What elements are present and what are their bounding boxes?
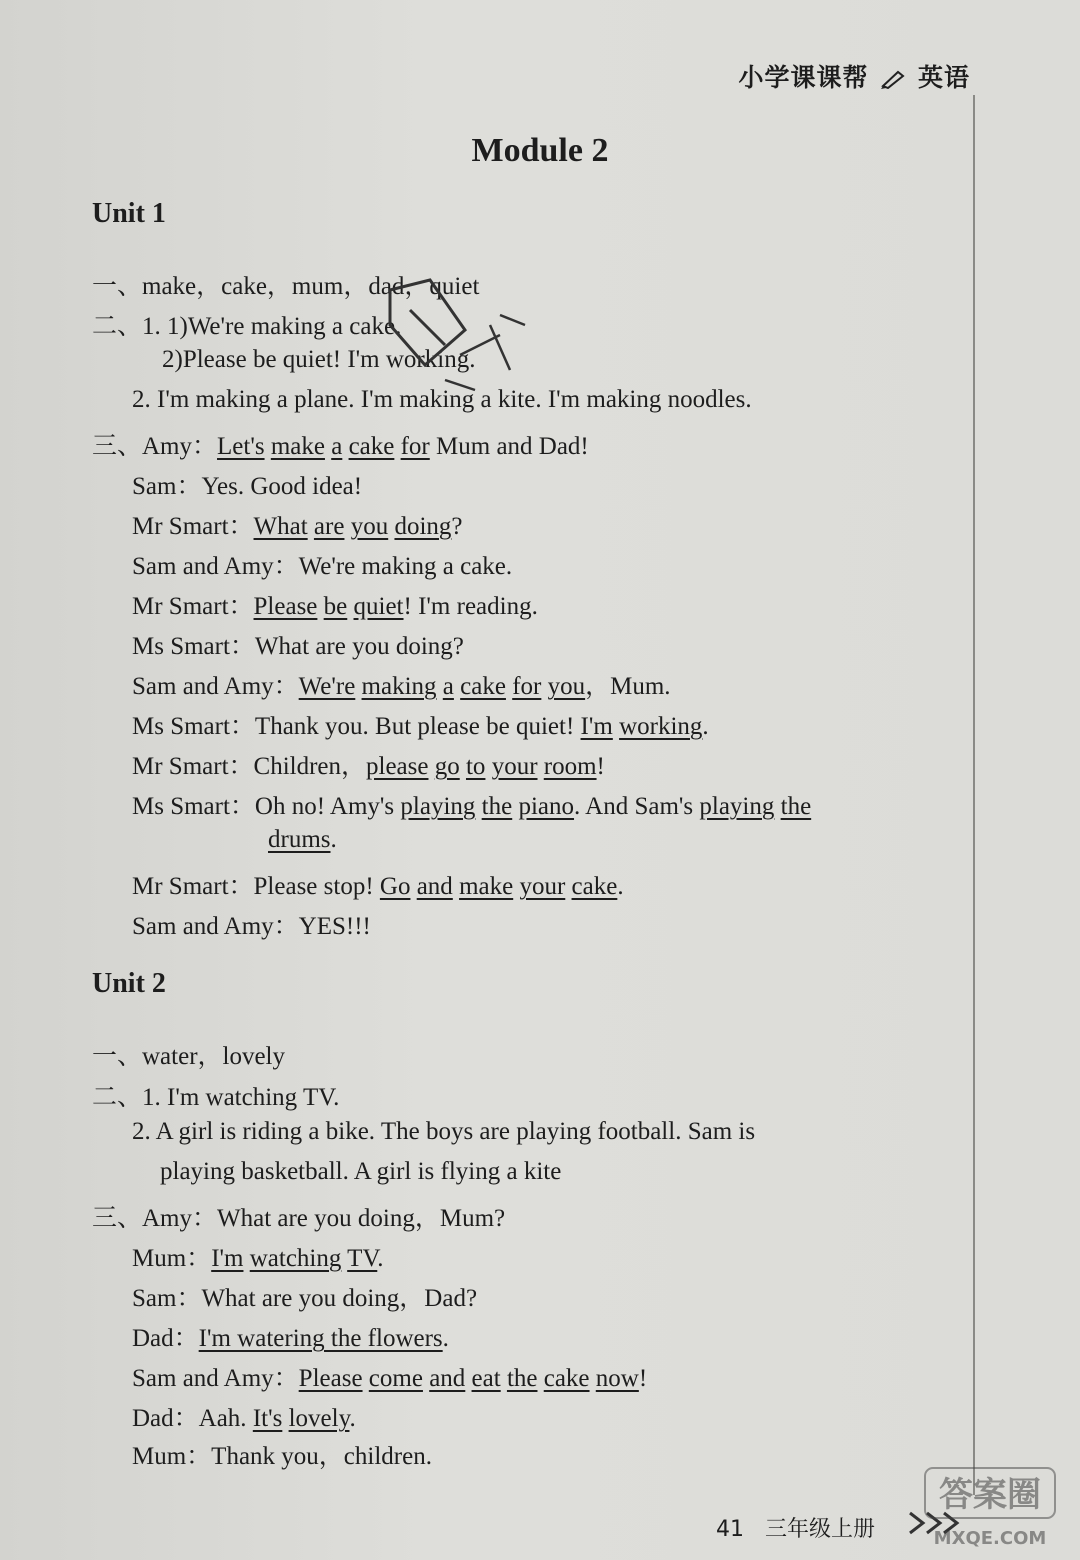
underlined-answer: What [253, 513, 308, 540]
watermark-text: 答案圈 [939, 1475, 1041, 1515]
unit2-answer-line [132, 1358, 647, 1394]
underlined-answer: I'm [211, 1245, 244, 1272]
underlined-answer: Please [298, 1365, 363, 1392]
answer-text: 二、1. 1)We're making a cake. [92, 313, 402, 340]
answer-text: . [330, 826, 337, 853]
answer-text: Mum： [132, 1245, 212, 1272]
answer-text: 2)Please be quiet! I'm working. [162, 346, 476, 373]
underlined-answer: piano [518, 793, 575, 820]
answer-text: Sam：What are you doing，Dad? [132, 1285, 478, 1312]
unit2-heading: Unit 2 [92, 968, 166, 999]
underlined-answer: you [547, 673, 586, 700]
answer-text: 2. A girl is riding a bike. The boys are playing football. Sam is [132, 1118, 756, 1145]
underlined-answer: making [361, 673, 437, 700]
underlined-answer: cake [460, 673, 506, 700]
underlined-answer: and [416, 873, 453, 900]
unit1-answer-line [92, 426, 589, 462]
answer-text: Mum：Thank you，children. [132, 1443, 432, 1470]
underlined-answer: doing [394, 513, 452, 540]
book-header [739, 58, 970, 94]
unit2-answer-line [132, 1398, 356, 1434]
underlined-answer: room [543, 753, 597, 780]
underlined-answer: the [506, 1365, 538, 1392]
answer-text: ，Mum. [585, 673, 671, 700]
unit1-answer-line [132, 506, 463, 542]
answer-text: . [349, 1405, 356, 1432]
answer-text: 三、Amy：What are you doing，Mum? [92, 1205, 506, 1232]
underlined-answer: for [400, 433, 430, 460]
page-footer [716, 1512, 875, 1543]
book-title: 小学课课帮 [738, 63, 869, 92]
unit2-answer-line [92, 1198, 505, 1234]
underlined-answer: eat [471, 1365, 501, 1392]
unit1-answer-line [132, 746, 605, 782]
unit1-answer-line [132, 466, 362, 502]
underlined-answer: TV [347, 1245, 378, 1272]
unit2-answer-line [132, 1118, 755, 1146]
underlined-answer: and [429, 1365, 466, 1392]
underlined-answer: the [481, 793, 513, 820]
unit2-answer-line [160, 1158, 561, 1186]
underlined-answer: playing [699, 793, 775, 820]
underlined-answer: are [313, 513, 345, 540]
pencil-icon [880, 69, 906, 89]
answer-text: . And Sam's [574, 793, 700, 820]
underlined-answer: working [619, 713, 703, 740]
answer-text: ! [638, 1365, 648, 1392]
underlined-answer: We're [298, 673, 356, 700]
underlined-answer: please [366, 753, 429, 780]
answer-text: . [702, 713, 709, 740]
answer-text: 2. I'm making a plane. I'm making a kite. I'm making noodles. [132, 386, 752, 413]
answer-text: Dad： [132, 1325, 199, 1352]
underlined-answer: Go [379, 873, 411, 900]
grade-label: 三年级上册 [764, 1517, 875, 1542]
underlined-answer: be [323, 593, 348, 620]
answer-text: Sam and Amy： [132, 1365, 299, 1392]
underlined-answer: your [519, 873, 566, 900]
answer-text: Dad：Aah. [132, 1405, 253, 1432]
underlined-answer: come [368, 1365, 423, 1392]
answer-text: 二、1. I'm watching TV. [92, 1084, 340, 1111]
unit1-answer-line [268, 826, 337, 854]
stamp-mark [350, 270, 550, 420]
answer-text: Mum and Dad! [429, 433, 589, 460]
answer-text: playing basketball. A girl is flying a kite [160, 1158, 562, 1185]
unit1-answer-line [132, 906, 371, 942]
underlined-answer: to [465, 753, 486, 780]
underlined-answer: playing [400, 793, 476, 820]
underlined-answer: a [442, 673, 454, 700]
answer-text: 一、make，cake，mum，dad，quiet [92, 273, 480, 300]
underlined-answer: make [270, 433, 325, 460]
answer-text: 一、water，lovely [92, 1043, 286, 1070]
answer-text: Mr Smart：Please stop! [132, 873, 380, 900]
answer-text: Mr Smart： [132, 513, 254, 540]
answer-text: ? [451, 513, 463, 540]
unit2-answer-line [132, 1436, 432, 1472]
module-title: Module 2 [471, 132, 609, 169]
unit1-heading: Unit 1 [92, 198, 166, 229]
underlined-answer: make [459, 873, 514, 900]
underlined-answer: quiet [353, 593, 404, 620]
underlined-answer: cake [571, 873, 618, 900]
underlined-answer: cake [543, 1365, 590, 1392]
answer-text: . [377, 1245, 384, 1272]
underlined-answer: drums [268, 826, 331, 853]
unit1-answer-line [132, 626, 464, 662]
answer-text: Sam and Amy：YES!!! [132, 913, 371, 940]
answer-text: Mr Smart： [132, 593, 254, 620]
unit2-answer-line [132, 1318, 449, 1354]
unit1-answer-line [132, 786, 811, 822]
underlined-answer: now [595, 1365, 639, 1392]
underlined-answer: your [491, 753, 538, 780]
answer-text: 三、Amy： [92, 433, 218, 460]
underlined-answer: lovely [288, 1405, 350, 1432]
underlined-answer: the [780, 793, 812, 820]
answer-text: Mr Smart：Children， [132, 753, 367, 780]
underlined-answer: go [434, 753, 460, 780]
answer-text: Sam and Amy： [132, 673, 299, 700]
underlined-answer: Please [253, 593, 318, 620]
answer-text: Ms Smart：Thank you. But please be quiet! [132, 713, 581, 740]
underlined-answer: cake [348, 433, 395, 460]
answer-text: . [442, 1325, 449, 1352]
underlined-answer: Let's [217, 433, 265, 460]
watermark-url: MXQE.COM [933, 1528, 1047, 1549]
answer-text: Sam：Yes. Good idea! [132, 473, 363, 500]
answer-text: Ms Smart：What are you doing? [132, 633, 464, 660]
answer-text: Ms Smart：Oh no! Amy's [132, 793, 401, 820]
underlined-answer: It's [252, 1405, 283, 1432]
watermark-logo [920, 1460, 1070, 1555]
unit1-answer-line [132, 866, 624, 902]
subject-label: 英语 [917, 63, 970, 92]
answer-text: ! [596, 753, 605, 780]
page-margin-rule [973, 95, 975, 1495]
unit2-answer-line [92, 1036, 285, 1072]
answer-text: Sam and Amy：We're making a cake. [132, 553, 513, 580]
answer-text: . [617, 873, 624, 900]
unit1-answer-line [132, 586, 538, 622]
unit1-answer-line [132, 546, 512, 582]
unit1-answer-line [132, 666, 671, 702]
unit2-answer-line [92, 1077, 339, 1113]
page-number: 41 [716, 1517, 744, 1542]
underlined-answer: I'm [580, 713, 613, 740]
unit1-answer-line [132, 706, 709, 742]
answer-text: ! I'm reading. [403, 593, 538, 620]
underlined-answer: for [512, 673, 542, 700]
underlined-answer: a [331, 433, 343, 460]
underlined-answer: watching [249, 1245, 342, 1272]
unit2-answer-line [132, 1278, 477, 1314]
underlined-answer: I'm watering the flowers [198, 1325, 443, 1352]
unit2-answer-line [132, 1238, 384, 1274]
underlined-answer: you [350, 513, 389, 540]
